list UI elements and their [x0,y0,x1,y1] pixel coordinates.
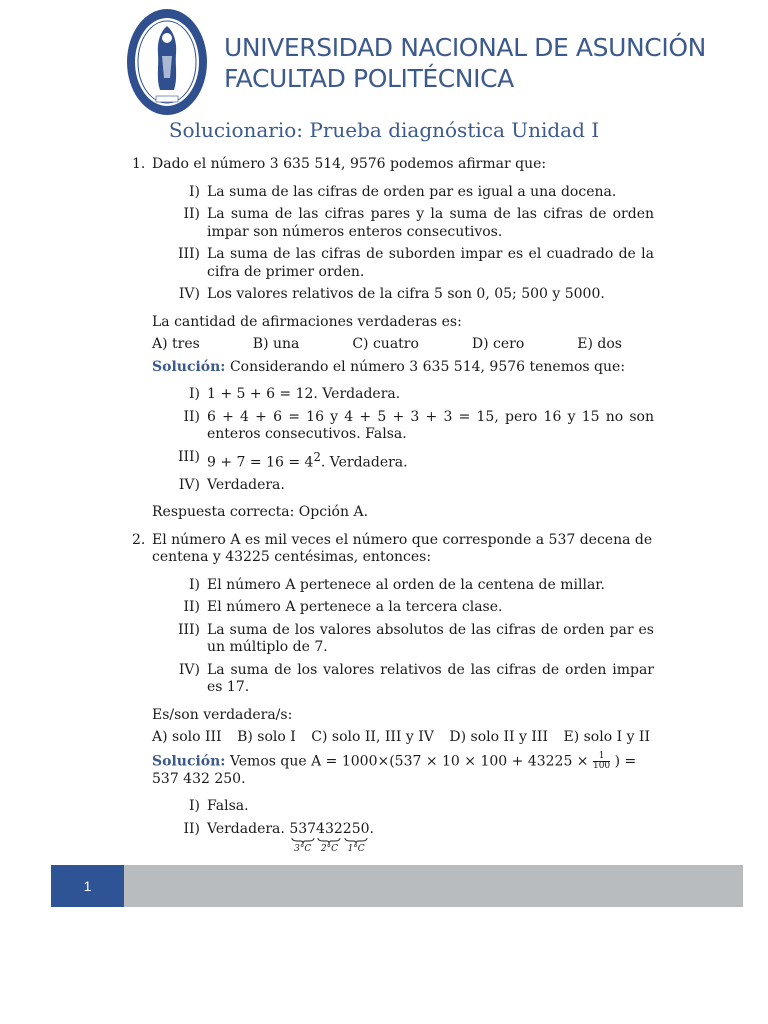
statement-text: La suma de los valores relativos de las cifras de orden impar es 17. [207,661,654,696]
statement-item [152,286,654,304]
statement-numeral: II) [183,599,200,616]
option-d: D) solo II y III [449,729,548,746]
faculty-name: FACULTAD POLITÉCNICA [224,64,514,93]
solution-list [152,798,654,854]
statement-item [152,662,654,697]
document-body [132,156,654,864]
question-number: 1. [132,156,146,172]
solution-label: Solución: [152,358,226,375]
statement-numeral: III) [177,246,200,262]
fraction-numerator: 1 [593,752,610,762]
statement-item [152,599,654,617]
fraction-denominator: 100 [592,760,611,771]
solution-item-text: Falsa. [207,798,249,815]
page-title: Solucionario: Prueba diagnóstica Unidad I [168,118,600,142]
statement-item [152,206,654,241]
university-name: UNIVERSIDAD NACIONAL DE ASUNCIÓN [224,33,706,62]
solution-item-text: 6 + 4 + 6 = 16 y 4 + 5 + 3 + 3 = 15, pero 16 y 15 no son enteros consecutivos. Falsa. [207,408,654,442]
statement-text: Los valores relativos de la cifra 5 son 0, 05; 500 y 5000. [207,286,605,302]
brace-digits: 432 [316,820,343,837]
statement-text: La suma de las cifras pares y la suma de las cifras de orden impar son números enteros consecutivos. [207,206,654,240]
statement-list [152,184,654,304]
brace-digits: 250 [342,820,370,837]
question-prompt: Es/son verdadera/s: [152,706,293,723]
university-seal-logo [126,8,208,116]
solution-numeral: II) [183,820,200,837]
solution-item [152,821,654,855]
question-prompt: La cantidad de afirmaciones verdaderas es: [152,313,462,330]
fraction [593,752,610,771]
question-stem: El número A es mil veces el número que corresponde a 537 decena de centena y 43225 centésimas, entonces: [152,531,653,566]
statement-item [152,184,654,202]
solution-numeral: I) [189,798,200,815]
statement-numeral: IV) [178,286,200,302]
solution-item [152,798,654,816]
underbrace-group [316,821,343,855]
brace-label: 3°C [294,844,312,855]
solution-numeral: I) [189,386,200,402]
statement-numeral: IV) [178,661,200,678]
end-dot: . [369,820,374,837]
statement-item [152,246,654,281]
solution-item-text-b: . Verdadera. [320,454,408,471]
solution-label: Solución: [152,753,226,770]
brace-label: 2°C [320,844,338,855]
option-b: B) una [252,336,300,352]
statement-list [152,577,654,697]
solution-item [152,409,654,444]
solution-formula-b: ) = 537 432 250. [152,753,637,787]
option-a: A) solo III [152,729,222,746]
solution-item [152,449,654,472]
question-number: 2. [132,531,146,548]
solution-item-text: 1 + 5 + 6 = 12. Verdadera. [207,386,401,402]
solution-item [152,386,654,404]
university-header [224,32,706,94]
solution-numeral: II) [183,408,200,425]
statement-numeral: III) [177,621,200,638]
brace-label: 1°C [347,844,365,855]
solution-list [152,386,654,494]
underbrace-group [343,821,370,855]
footer-bar [124,865,743,907]
question-stem: Dado el número 3 635 514, 9576 podemos afirmar que: [152,156,547,172]
underbrace-group [289,821,316,855]
statement-text: El número A pertenece a la tercera clase. [207,599,503,616]
statement-item [152,622,654,657]
statement-text: La suma de las cifras de orden par es igual a una docena. [207,183,617,200]
brace-digits: 537 [289,820,317,837]
page-number: 1 [51,865,124,907]
statement-numeral: II) [183,206,200,222]
option-c: C) solo II, III y IV [311,729,434,746]
statement-item [152,577,654,595]
option-a: A) tres [152,336,200,352]
solution-numeral: III) [177,448,200,465]
option-e: E) dos [577,336,622,352]
option-d: D) cero [471,336,525,352]
option-b: B) solo I [237,729,296,746]
exponent: 2 [313,449,321,464]
question-1 [132,156,654,522]
statement-text: La suma de los valores absolutos de las cifras de orden par es un múltiplo de 7. [207,621,654,656]
solution-item-text: Verdadera. [207,476,285,493]
statement-text: La suma de las cifras de suborden impar es el cuadrado de la cifra de primer orden. [207,246,654,280]
statement-text: El número A pertenece al orden de la centena de millar. [207,576,605,593]
answer-options [152,336,622,354]
statement-numeral: I) [189,183,200,200]
solution-item-text: Verdadera. [207,820,285,837]
solution-item-text-a: 9 + 7 = 16 = 4 [207,454,314,471]
question-2 [132,532,654,855]
solution-intro [152,359,654,377]
correct-answer: Respuesta correcta: Opción A. [152,504,369,521]
solution-formula-a: Vemos que A = 1000×(537 × 10 × 100 + 43225 × [229,753,589,770]
statement-numeral: I) [189,576,200,593]
solution-numeral: IV) [178,476,200,493]
option-e: E) solo I y II [563,729,650,746]
answer-options [152,729,650,747]
solution-intro [152,752,654,789]
solution-text: Considerando el número 3 635 514, 9576 tenemos que: [229,358,626,375]
option-c: C) cuatro [352,336,419,352]
solution-item [152,477,654,495]
